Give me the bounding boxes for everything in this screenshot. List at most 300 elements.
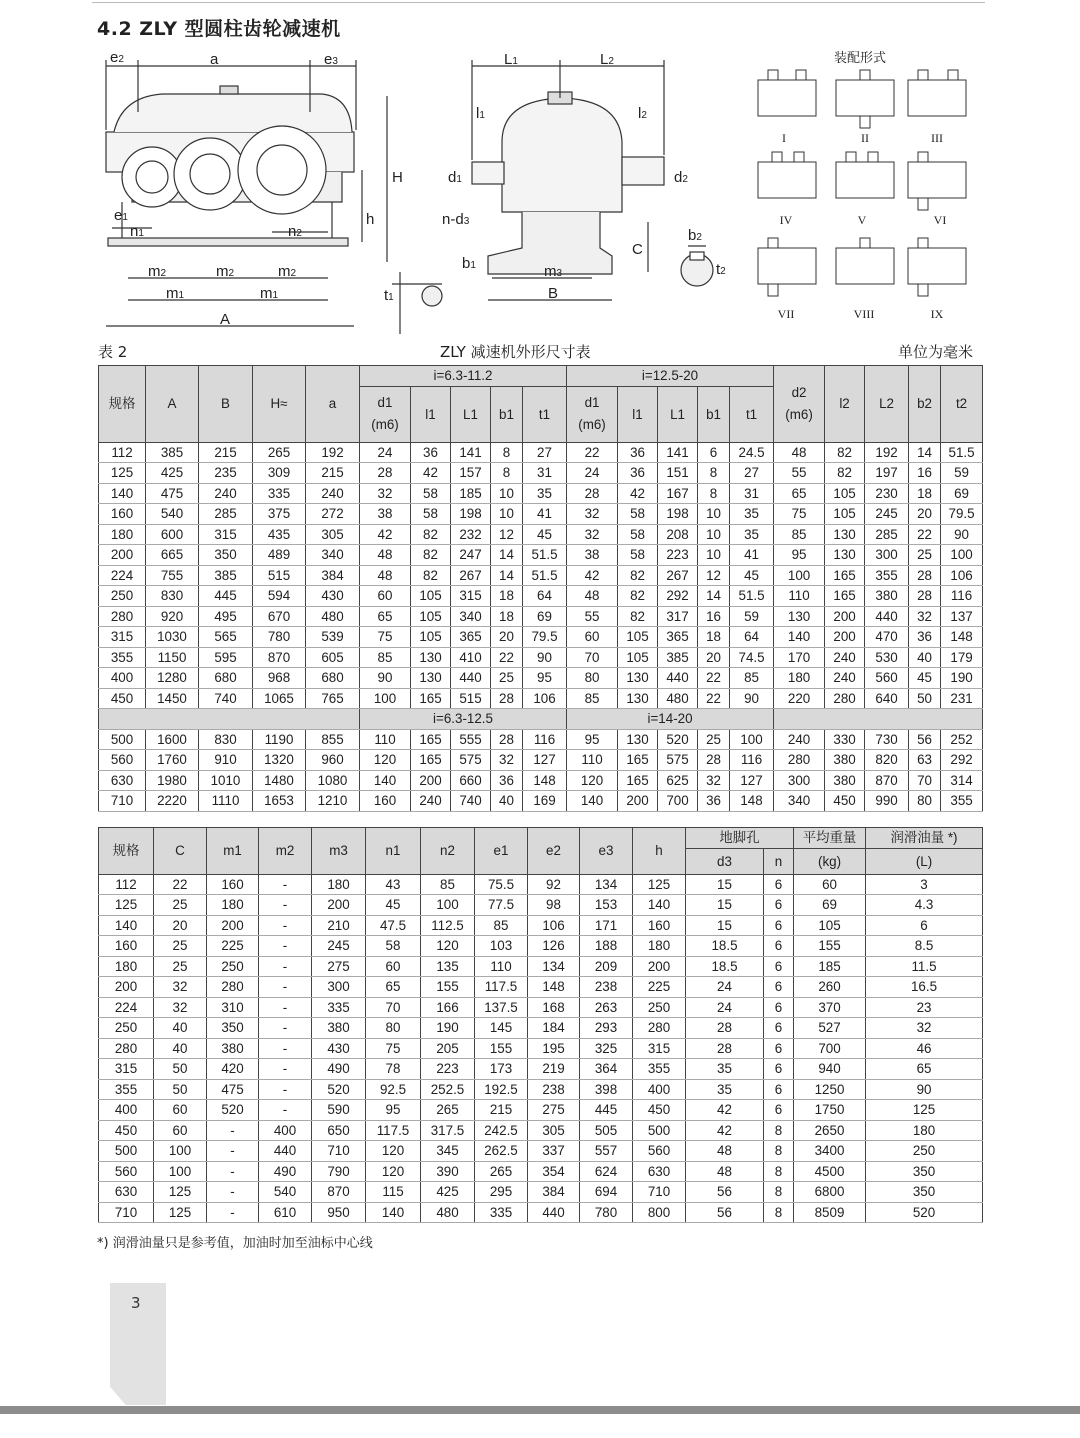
table-row [99, 504, 983, 525]
table-row [99, 750, 983, 771]
table-cell: 250 [99, 1018, 154, 1039]
table-cell: 100 [730, 729, 774, 750]
table-cell: 520 [866, 1202, 983, 1223]
header-weight: 平均重量 [794, 828, 866, 849]
header-b1b: b1 [698, 386, 730, 442]
table-cell: 190 [941, 668, 983, 689]
table-cell: 98 [528, 895, 580, 916]
table-cell: 18 [698, 627, 730, 648]
reducer-drawing [92, 42, 992, 337]
table-cell: 6 [764, 1100, 794, 1121]
table-cell: 100 [941, 545, 983, 566]
table-cell: 82 [411, 545, 451, 566]
table-cell: 555 [451, 729, 491, 750]
table-cell: 6 [764, 1059, 794, 1080]
table-cell: 6 [764, 874, 794, 895]
table-cell: 165 [618, 770, 658, 791]
table-cell: 275 [528, 1100, 580, 1121]
table-cell: 58 [411, 504, 451, 525]
table-cell: 190 [421, 1018, 475, 1039]
table-cell: 740 [199, 688, 253, 709]
table-cell: 45 [730, 565, 774, 586]
table-number: 表 2 [98, 343, 128, 361]
table-cell: 680 [199, 668, 253, 689]
table-cell: 630 [99, 770, 146, 791]
table-cell: 1210 [306, 791, 360, 812]
table-cell: 6 [764, 895, 794, 916]
table-cell: 515 [253, 565, 306, 586]
table-cell: 240 [199, 483, 253, 504]
svg-text:A: A [220, 311, 231, 328]
table-row [99, 936, 983, 957]
table-cell: 41 [523, 504, 567, 525]
table-cell: 630 [99, 1182, 154, 1203]
table-cell: 600 [146, 524, 199, 545]
table-cell: 90 [360, 668, 411, 689]
table-cell: 40 [154, 1038, 207, 1059]
table-cell: 250 [633, 997, 686, 1018]
table-cell: 105 [618, 647, 658, 668]
table-cell: 209 [580, 956, 633, 977]
table-cell: 1320 [253, 750, 306, 771]
table-cell: 25 [491, 668, 523, 689]
table-cell: 285 [199, 504, 253, 525]
table-cell: 450 [99, 688, 146, 709]
table-cell: 155 [475, 1038, 528, 1059]
table-cell: 180 [633, 936, 686, 957]
assembly-title: 装配形式 [834, 50, 887, 65]
table-cell: 134 [528, 956, 580, 977]
table-cell: 440 [528, 1202, 580, 1223]
table-row [99, 442, 983, 463]
table-cell: - [259, 895, 312, 916]
band-group2: i=14-20 [567, 709, 774, 730]
band-group1: i=6.3-12.5 [360, 709, 567, 730]
table-cell: 354 [528, 1161, 580, 1182]
table-cell: 250 [866, 1141, 983, 1162]
table-cell: 45 [366, 895, 421, 916]
table-cell: 18.5 [686, 956, 764, 977]
table-cell: 69 [794, 895, 866, 916]
table-cell: 215 [199, 442, 253, 463]
table-cell: 200 [411, 770, 451, 791]
table-cell: 100 [154, 1141, 207, 1162]
table-cell: 125 [154, 1182, 207, 1203]
table-cell: 1030 [146, 627, 199, 648]
table-cell: 148 [528, 977, 580, 998]
table-cell: 32 [491, 750, 523, 771]
table-cell: 1065 [253, 688, 306, 709]
table-cell: 47.5 [366, 915, 421, 936]
table-cell: 140 [99, 483, 146, 504]
table-cell: 28 [491, 688, 523, 709]
table-cell: 430 [306, 586, 360, 607]
table-cell: 58 [411, 483, 451, 504]
table-cell: 490 [312, 1059, 366, 1080]
table-cell: 95 [567, 729, 618, 750]
table-cell: 31 [730, 483, 774, 504]
table-cell: 200 [825, 627, 865, 648]
table-cell: - [259, 1100, 312, 1121]
table-cell: 79.5 [941, 504, 983, 525]
table-cell: 16 [909, 463, 941, 484]
table-cell: 130 [825, 545, 865, 566]
table-cell: 28 [686, 1018, 764, 1039]
table-cell: 60 [360, 586, 411, 607]
table-cell: 165 [411, 750, 451, 771]
table-cell: 24 [686, 997, 764, 1018]
table-cell: 8 [764, 1120, 794, 1141]
table-cell: 106 [523, 688, 567, 709]
table-cell: 165 [411, 729, 451, 750]
table-cell: 8 [491, 463, 523, 484]
table-row [99, 606, 983, 627]
table-cell: 317.5 [421, 1120, 475, 1141]
table-cell: 245 [865, 504, 909, 525]
table-cell: 28 [360, 463, 411, 484]
table-cell: 85 [730, 668, 774, 689]
table-cell: 48 [567, 586, 618, 607]
header-l1b: l1 [618, 386, 658, 442]
header-d3: d3 [686, 848, 764, 874]
table-cell: 148 [941, 627, 983, 648]
table-cell: 219 [528, 1059, 580, 1080]
svg-text:d2: d2 [674, 169, 688, 186]
table-cell: 58 [618, 524, 658, 545]
svg-text:H: H [392, 169, 403, 186]
table-row [99, 770, 983, 791]
table-cell: 335 [312, 997, 366, 1018]
table-row [99, 956, 983, 977]
table-cell: - [207, 1202, 259, 1223]
table-cell: 78 [366, 1059, 421, 1080]
table-cell: - [259, 874, 312, 895]
table-cell: 25 [154, 895, 207, 916]
table-cell: 24 [567, 463, 618, 484]
table-cell: 151 [658, 463, 698, 484]
table-cell: 6 [764, 997, 794, 1018]
table-cell: 700 [658, 791, 698, 812]
table-cell: 710 [312, 1141, 366, 1162]
table-cell: 48 [774, 442, 825, 463]
table-cell: 105 [794, 915, 866, 936]
svg-text:m3: m3 [544, 263, 563, 280]
svg-text:e3: e3 [324, 51, 338, 68]
table-cell: 130 [825, 524, 865, 545]
table-cell: 400 [633, 1079, 686, 1100]
table-cell: 250 [99, 586, 146, 607]
table-cell: 8.5 [866, 936, 983, 957]
table-cell: 60 [154, 1100, 207, 1121]
table-cell: 968 [253, 668, 306, 689]
table-cell: 694 [580, 1182, 633, 1203]
table-cell: 10 [698, 524, 730, 545]
table-cell: 195 [528, 1038, 580, 1059]
table-cell: 105 [411, 586, 451, 607]
assembly-form-label: VI [933, 213, 947, 227]
svg-text:l1: l1 [476, 105, 485, 122]
table-row [99, 524, 983, 545]
table-cell: 25 [154, 956, 207, 977]
table-cell: 126 [528, 936, 580, 957]
header-h: h [633, 828, 686, 875]
table-cell: 140 [360, 770, 411, 791]
table-cell: 36 [698, 791, 730, 812]
table-cell: 48 [360, 545, 411, 566]
table-cell: 112 [99, 442, 146, 463]
table-cell: 58 [618, 504, 658, 525]
ratio-band-row [99, 709, 983, 730]
table-cell: 2220 [146, 791, 199, 812]
table-cell: - [259, 1018, 312, 1039]
band-blank [99, 709, 360, 730]
table-cell: 16 [698, 606, 730, 627]
table-cell: 425 [421, 1182, 475, 1203]
table-cell: 390 [421, 1161, 475, 1182]
table-cell: 245 [312, 936, 366, 957]
table-cell: 32 [567, 524, 618, 545]
table-cell: 120 [366, 1141, 421, 1162]
table-cell: 155 [421, 977, 475, 998]
table-cell: 50 [154, 1059, 207, 1080]
header-weight-unit: (kg) [794, 848, 866, 874]
table-cell: 160 [207, 874, 259, 895]
table-cell: 82 [618, 606, 658, 627]
table-cell: 440 [658, 668, 698, 689]
table-cell: 110 [475, 956, 528, 977]
table-cell: 32 [360, 483, 411, 504]
table-cell: 500 [99, 1141, 154, 1162]
table-cell: 565 [199, 627, 253, 648]
header-A: A [146, 366, 199, 443]
table-cell: 80 [567, 668, 618, 689]
table-cell: 375 [253, 504, 306, 525]
table-cell: 280 [99, 606, 146, 627]
table-cell: 32 [154, 977, 207, 998]
table-cell: 85 [475, 915, 528, 936]
table-cell: 6 [764, 977, 794, 998]
table-cell: 64 [523, 586, 567, 607]
table-cell: 140 [99, 915, 154, 936]
table-cell: 445 [199, 586, 253, 607]
table-cell: 350 [207, 1018, 259, 1039]
table-cell: 85 [360, 647, 411, 668]
table-cell: 117.5 [366, 1120, 421, 1141]
table-cell: 380 [207, 1038, 259, 1059]
svg-text:m1: m1 [260, 285, 279, 302]
table-row [99, 977, 983, 998]
table-cell: 28 [567, 483, 618, 504]
table-cell: 35 [686, 1059, 764, 1080]
table-cell: 69 [523, 606, 567, 627]
table-cell: 240 [774, 729, 825, 750]
table-cell: 315 [199, 524, 253, 545]
table-cell: 765 [306, 688, 360, 709]
table-cell: 140 [633, 895, 686, 916]
table-cell: 82 [825, 463, 865, 484]
table-cell: 116 [523, 729, 567, 750]
table-cell: 130 [618, 668, 658, 689]
table-cell: - [207, 1182, 259, 1203]
table-cell: 800 [633, 1202, 686, 1223]
table-cell: 8 [698, 483, 730, 504]
table-cell: 160 [360, 791, 411, 812]
svg-text:b2: b2 [688, 227, 702, 244]
table-cell: 680 [306, 668, 360, 689]
table-cell: 155 [794, 936, 866, 957]
header-e3: e3 [580, 828, 633, 875]
table-cell: 24 [360, 442, 411, 463]
assembly-forms [758, 50, 966, 321]
table-row [99, 997, 983, 1018]
table-cell: 6 [764, 915, 794, 936]
table-cell: 90 [866, 1079, 983, 1100]
table-cell: 125 [633, 874, 686, 895]
table-cell: 50 [909, 688, 941, 709]
table-cell: 51.5 [523, 565, 567, 586]
table-cell: 130 [774, 606, 825, 627]
table-cell: 380 [312, 1018, 366, 1039]
table-cell: 42 [411, 463, 451, 484]
table-cell: 780 [580, 1202, 633, 1223]
header-l2: l2 [825, 366, 865, 443]
table-cell: 200 [312, 895, 366, 916]
table-cell: 42 [618, 483, 658, 504]
svg-text:t2: t2 [716, 261, 726, 278]
header-n: n [764, 848, 794, 874]
table-cell: 300 [774, 770, 825, 791]
table-cell: 830 [199, 729, 253, 750]
table-cell: 335 [253, 483, 306, 504]
table-cell: 305 [306, 524, 360, 545]
table-row [99, 1141, 983, 1162]
table-row [99, 791, 983, 812]
table-cell: 106 [941, 565, 983, 586]
table-cell: 740 [451, 791, 491, 812]
svg-text:l2: l2 [638, 105, 647, 122]
table-cell: 539 [306, 627, 360, 648]
table-cell: 25 [909, 545, 941, 566]
table-cell: 220 [774, 688, 825, 709]
table-cell: 28 [909, 565, 941, 586]
table-cell: 148 [730, 791, 774, 812]
table-cell: 8 [764, 1202, 794, 1223]
svg-text:m2: m2 [216, 263, 235, 280]
table-cell: 125 [99, 895, 154, 916]
svg-text:b1: b1 [462, 255, 476, 272]
table-cell: 36 [411, 442, 451, 463]
header-B: B [199, 366, 253, 443]
assembly-form-label: IX [930, 307, 944, 321]
table-cell: 710 [99, 1202, 154, 1223]
svg-text:t1: t1 [384, 287, 394, 304]
header-L2: L2 [865, 366, 909, 443]
table-row [99, 915, 983, 936]
table-cell: 232 [451, 524, 491, 545]
table-cell: 69 [941, 483, 983, 504]
table-cell: 192.5 [475, 1079, 528, 1100]
table-cell: 450 [99, 1120, 154, 1141]
table-cell: 200 [618, 791, 658, 812]
table-cell: 31 [523, 463, 567, 484]
table-row [99, 483, 983, 504]
table-cell: 25 [698, 729, 730, 750]
table-cell: 18 [909, 483, 941, 504]
table-cell: 385 [199, 565, 253, 586]
header-L1b: L1 [658, 386, 698, 442]
svg-text:h: h [366, 211, 375, 228]
header-H: H≈ [253, 366, 306, 443]
table-cell: 1480 [253, 770, 306, 791]
table-cell: 3400 [794, 1141, 866, 1162]
table-cell: 112.5 [421, 915, 475, 936]
table-cell: 870 [253, 647, 306, 668]
table-cell: 990 [865, 791, 909, 812]
table-cell: 215 [475, 1100, 528, 1121]
table-cell: 305 [528, 1120, 580, 1141]
table-cell: 145 [475, 1018, 528, 1039]
table-cell: - [259, 1059, 312, 1080]
table-cell: 110 [774, 586, 825, 607]
header-b2: b2 [909, 366, 941, 443]
table-cell: 169 [523, 791, 567, 812]
table-cell: 90 [941, 524, 983, 545]
svg-text:m1: m1 [166, 285, 185, 302]
table-cell: 500 [633, 1120, 686, 1141]
table-cell: 35 [686, 1079, 764, 1100]
table-cell: 440 [259, 1141, 312, 1162]
table-cell: 60 [154, 1120, 207, 1141]
table-cell: 51.5 [730, 586, 774, 607]
section-title: 4.2 ZLY 型圆柱齿轮减速机 [97, 18, 341, 40]
table-cell: 14 [491, 545, 523, 566]
header-t1b: t1 [730, 386, 774, 442]
table-cell: 82 [825, 442, 865, 463]
table-cell: 6 [764, 1018, 794, 1039]
header-n2: n2 [421, 828, 475, 875]
table-cell: 265 [421, 1100, 475, 1121]
table-cell: 75 [774, 504, 825, 525]
table-cell: 625 [658, 770, 698, 791]
table-cell: 6800 [794, 1182, 866, 1203]
assembly-form-label: VII [777, 307, 795, 321]
table-cell: 8 [764, 1182, 794, 1203]
table-cell: 6 [764, 1038, 794, 1059]
table-cell: 65 [360, 606, 411, 627]
table-cell: 790 [312, 1161, 366, 1182]
table-cell: 575 [658, 750, 698, 771]
table-cell: 272 [306, 504, 360, 525]
table-cell: 280 [825, 688, 865, 709]
table-cell: 267 [451, 565, 491, 586]
table-cell: 140 [774, 627, 825, 648]
table-row [99, 627, 983, 648]
table-cell: 165 [618, 750, 658, 771]
table-row [99, 874, 983, 895]
table-cell: 540 [259, 1182, 312, 1203]
table-cell: 1760 [146, 750, 199, 771]
bottom-bar [0, 1406, 1080, 1414]
table-cell: 450 [633, 1100, 686, 1121]
svg-text:L1: L1 [504, 51, 518, 68]
table-row [99, 586, 983, 607]
table-cell: 15 [686, 874, 764, 895]
table-cell: 384 [528, 1182, 580, 1203]
table-cell: 42 [686, 1120, 764, 1141]
table-cell: 265 [253, 442, 306, 463]
table-row [99, 647, 983, 668]
assembly-form-label: V [857, 213, 867, 227]
